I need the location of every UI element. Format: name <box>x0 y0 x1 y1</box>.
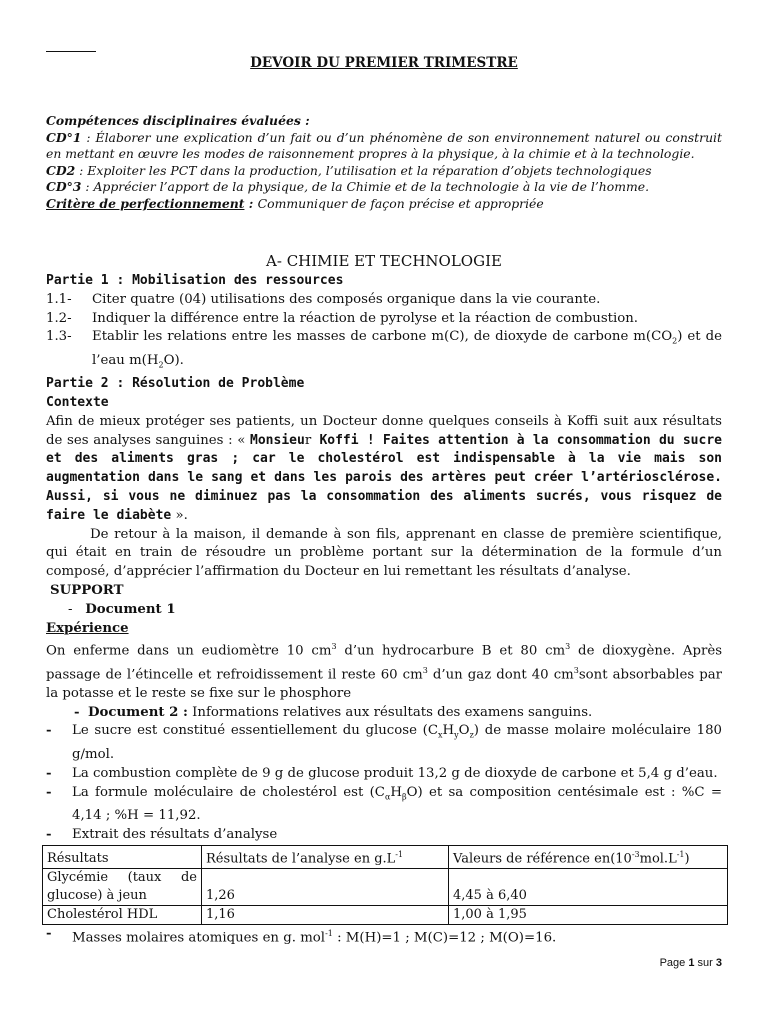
question-1-3: 1.3- Etablir les relations entre les masses de carbone m(C), de dioxyde de carbone $m(CO_2)$ et de l’eau $m(H_2O)$. <box>46 329 723 370</box>
question-1-2: 1.2- Indiquer la différence entre la réaction de pyrolyse et la réaction de combustion. <box>46 310 639 326</box>
page-title: DEVOIR DU PREMIER TRIMESTRE <box>250 55 518 71</box>
support-label: SUPPORT <box>50 583 124 599</box>
question-1-1: 1.1- Citer quatre (04) utilisations des composés organique dans la vie courante. <box>46 291 601 307</box>
document-2-heading: - Document 2 : Informations relatives aux résultats des examens sanguins. <box>74 704 593 720</box>
section-title: A- CHIMIE ET TECHNOLOGIE <box>266 252 502 270</box>
page-number: Page 1 sur 3 <box>659 957 722 969</box>
section-body <box>46 272 722 948</box>
partie2-title: Partie 2 : Résolution de Problème <box>46 376 305 392</box>
bullet-glucose: - Le sucre est constitué essentiellement du glucose $(C_xH_yO_z)$ de masse molaire moléculaire 180 g/mol. <box>46 723 722 762</box>
experience-label: Expérience <box>46 620 129 636</box>
cd1-line: CD°1 : Élaborer une explication d’un fait ou d’un phénomène de son environnement naturel ou construit en mettant en œuvre les modes de raisonnement propres à la physique, à la chimie et à la technologie. <box>46 129 722 162</box>
top-rule <box>46 51 96 52</box>
table-header-cell: Résultats <box>43 845 202 868</box>
results-table <box>42 845 728 925</box>
table-header-cell: Valeurs de référence $en(10^{-3}mol.L^{-1})$ <box>449 845 728 868</box>
table-header-row <box>43 845 728 868</box>
bullet-masses-molaires: - Masses molaires atomiques en g. mol$^{-1}$ : M(H)=1 ; M(C)=12 ; M(O)=16. <box>46 925 557 946</box>
bullet-cholesterol: - La formule moléculaire de cholestérol est $(C_\alpha H_\beta O)$ et sa composition centésimale est : %C = 4,14 ; %H = 11,92. <box>46 784 722 823</box>
document-1-heading: - Document 1 <box>68 601 176 617</box>
table-row: Glycémie (taux de glucose) à jeun 1,26 4,45 à 6,40 <box>43 868 728 905</box>
critere-line: Critère de perfectionnement : Communiquer de façon précise et appropriée <box>46 195 544 211</box>
contexte-paragraph-2: De retour à la maison, il demande à son fils, apprenant en classe de première scientifique, qui était en train de résoudre un problème portant sur la détermination de la formule d’un composé, d’apprécier l’affirmation du Docteur en lui remettant les résultats d’analyse. <box>46 526 722 580</box>
table-header-cell: Résultats de l’analyse en $g.L^{-1}$ <box>202 845 449 868</box>
contexte-paragraph: Afin de mieux protéger ses patients, un Docteur donne quelques conseils à Koffi suit aux résultats de ses analyses sanguines : « Monsieur Koffi ! Faites attention à la consommation du sucre et des aliments gras ; car le cholestérol est indispensable à la vie mais son augmentation dans le sang et dans les parois des artères peut créer l’artériosclérose. Aussi, si vous ne diminuez pas la consommation des aliments sucrés, vous risquez de faire le diabète ». <box>46 413 722 523</box>
cd2-line: CD2 : Exploiter les PCT dans la production, l’utilisation et la réparation d’objets technologiques <box>46 162 652 178</box>
experience-text: On enferme dans un eudiomètre 10 $cm^3$ d’un hydrocarbure B et 80 $cm^3$ de dioxygène. Après passage de l’étincelle et refroidissement il reste 60 $cm^3$ d’un gaz dont 40 $cm^3sont$ absorbables par la potasse et le reste se fixe sur le phosphore <box>46 642 723 701</box>
partie1-title: Partie 1 : Mobilisation des ressources <box>46 273 344 288</box>
competences-block <box>46 113 722 213</box>
bullet-extrait: - Extrait des résultats d’analyse <box>46 826 278 842</box>
contexte-label: Contexte <box>46 395 109 411</box>
cd3-line: CD°3 : Apprécier l’apport de la physique, de la Chimie et de la technologie à la vie de l’homme. <box>46 179 650 195</box>
bullet-combustion: - La combustion complète de 9 g de glucose produit 13,2 g de dioxyde de carbone et 5,4 g d’eau. <box>46 765 718 781</box>
competences-heading: Compétences disciplinaires évaluées : <box>46 113 310 128</box>
table-row: Cholestérol HDL 1,16 1,00 à 1,95 <box>43 905 728 924</box>
